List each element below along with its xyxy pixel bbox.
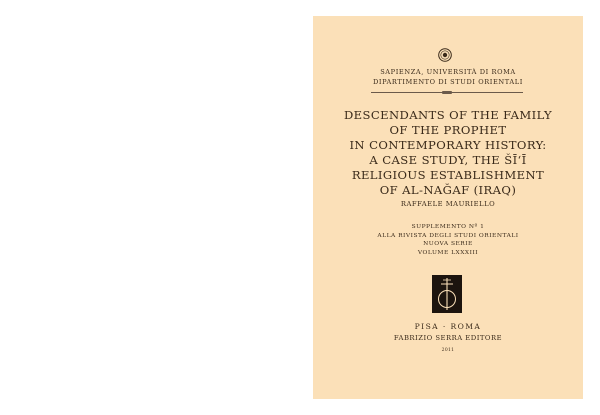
series-line: SUPPLEMENTO Nº 1 — [411, 224, 485, 230]
series-line: ALLA RIVISTA DEGLI STUDI ORIENTALI — [377, 232, 519, 239]
book-title — [313, 108, 583, 197]
title-line: OF AL-NAĞAF (IRAQ) — [379, 182, 517, 197]
institution-block — [313, 68, 583, 87]
department-name: DIPARTIMENTO DI STUDI ORIENTALI — [373, 77, 523, 86]
publisher-name: FABRIZIO SERRA EDITORE — [393, 334, 503, 342]
title-line: DESCENDANTS OF THE FAMILY — [343, 108, 553, 122]
publication-year: 2011 — [441, 348, 455, 353]
title-line: A CASE STUDY, THE ŠĪ‘Ī — [369, 152, 527, 167]
author-name: RAFFAELE MAURIELLO — [400, 200, 496, 208]
book-cover — [313, 16, 583, 399]
series-block — [313, 223, 583, 258]
university-seal-icon — [438, 48, 452, 62]
publication-place: PISA · ROMA — [414, 322, 482, 331]
institution-name: SAPIENZA, UNIVERSITÀ DI ROMA — [380, 68, 516, 76]
series-line: NUOVA SERIE — [423, 241, 473, 248]
title-line: RELIGIOUS ESTABLISHMENT — [351, 167, 545, 182]
title-line: OF THE PROPHET — [389, 122, 507, 137]
publisher-emblem-icon — [432, 275, 462, 313]
ornamental-divider — [371, 92, 523, 93]
title-line: IN CONTEMPORARY HISTORY: — [349, 137, 547, 152]
series-line: VOLUME LXXXIII — [417, 250, 479, 257]
